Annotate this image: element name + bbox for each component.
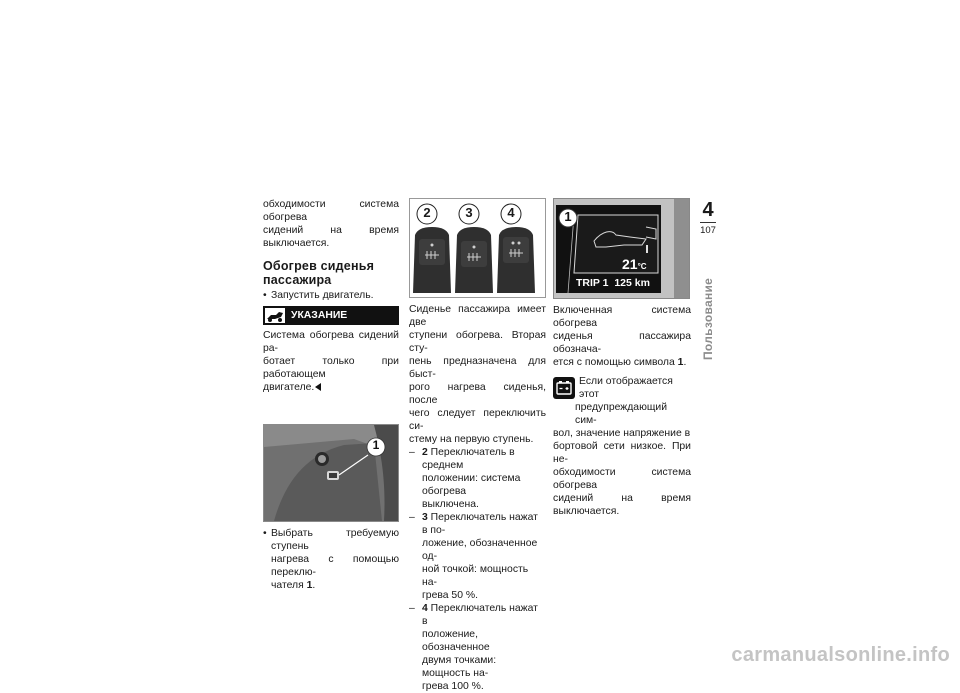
text-line: Переключатель нажат в по- [422,512,538,536]
text-line: бортовой сети низкое. При не- [553,441,691,465]
image-callout-2: 2 [423,205,431,220]
text-line: стему на первую ступень. [409,434,534,445]
list-item-text [422,511,546,602]
list-item-text [422,446,546,511]
text-line: . [683,357,687,368]
chapter-number: 4 [702,199,714,221]
text-line: Выбрать требуемую ступень [271,528,399,552]
image-callout-4: 4 [507,205,515,220]
column-2 [409,198,546,693]
dash-mark: – [409,512,415,523]
bullet-item [263,527,399,592]
bullet-mark: • [263,290,267,301]
text-line: вол, значение напряжение в [553,428,691,439]
display-trip [576,278,650,289]
text-line: Включенная система обогрева [553,305,691,329]
temperature-unit: °C [637,262,647,271]
switch-4 [497,227,535,293]
warning-block [553,375,691,518]
text-line: ется с помощью символа [553,357,678,368]
image-callout-3: 3 [465,205,473,220]
note-text [263,329,399,394]
indicator-paragraph [553,304,691,369]
reference-number: 3 [422,512,428,523]
image-callout-1: 1 [372,438,380,452]
watermark: carmanualsonline.info [731,644,950,666]
temperature-value: 21 [622,256,638,272]
heading-line: пассажира [263,273,332,287]
text-line: грева 100 %. [422,681,484,692]
bullet-text [271,527,399,592]
end-mark-icon [315,383,321,391]
battery-warning-icon [553,377,575,399]
text-line: рого нагрева сиденья, после [409,382,546,406]
text-line: Если отображается этот [579,376,673,400]
text-line: выключена. [422,499,479,510]
text-line: сидений на время выключается. [553,493,691,517]
text-line: ступени обогрева. Вторая сту- [409,330,546,354]
text-line: Переключатель нажат в [422,603,538,627]
heading-line: Обогрев сиденья [263,259,375,273]
text-line: пень предназначена для быст- [409,356,546,380]
note-label: УКАЗАНИЕ [291,310,348,321]
text-line: чателя [271,580,307,591]
note-bar [263,306,399,325]
chapter-tab [700,198,716,237]
text-line: чего следует переключить си- [409,408,546,432]
seat-heating-switch-photo [263,424,399,522]
bullet-item [263,289,399,302]
text-line: обходимости система обогрева [553,467,691,491]
text-line: Переключатель в среднем [422,447,515,471]
image-callout-1: 1 [564,209,572,224]
text-line: двигателе. [263,382,315,393]
display-temperature [622,257,647,274]
text-line: . [312,580,316,591]
switch-2 [413,227,451,293]
passenger-switches-photo [409,198,546,298]
reference-number: 1 [677,357,684,368]
text-line: двумя точками: мощность на- [422,655,497,679]
levels-paragraph [409,303,546,446]
trip-label: TRIP 1 [576,277,609,289]
bullet-text: Запустить двигатель. [271,290,374,301]
reference-number: 1 [306,580,313,591]
column-3 [553,198,691,518]
text-line: Система обогрева сидений ра- [263,330,399,354]
text-line: ложение, обозначенное од- [422,538,538,562]
intro-text [263,198,399,250]
switch-3 [455,227,493,293]
reference-number: 4 [422,603,428,614]
motorcycle-note-icon [265,308,285,323]
text-line: ной точкой: мощность на- [422,564,529,588]
chapter-rule [700,222,716,223]
section-title-vertical: Пользование [701,277,715,360]
text-line: положении: система обогрева [422,473,521,497]
bullet-mark: • [263,528,267,539]
dashboard-display-photo [553,198,690,299]
text-line: положение, обозначенное [422,629,490,653]
page-number: 107 [700,225,716,236]
list-item [409,602,546,693]
reference-number: 2 [422,447,428,458]
text-line: ботает только при работающем [263,356,399,380]
text-line: грева 50 %. [422,590,478,601]
list-item [409,446,546,511]
list-item-text [422,602,546,693]
text-line: обходимости система обогрева [263,199,399,223]
section-heading [263,259,399,287]
text-line: сиденья пассажира обознача- [553,331,691,355]
text-line: сидений на время выключается. [263,225,399,249]
warning-text [553,427,691,518]
text-line: нагрева с помощью переклю- [271,554,399,578]
dash-mark: – [409,603,415,614]
dash-mark: – [409,447,415,458]
column-1 [263,198,399,592]
list-item [409,511,546,602]
text-line: Сиденье пассажира имеет две [409,304,546,328]
text-line: предупреждающий сим- [575,402,668,426]
trip-value: 125 km [614,277,650,289]
